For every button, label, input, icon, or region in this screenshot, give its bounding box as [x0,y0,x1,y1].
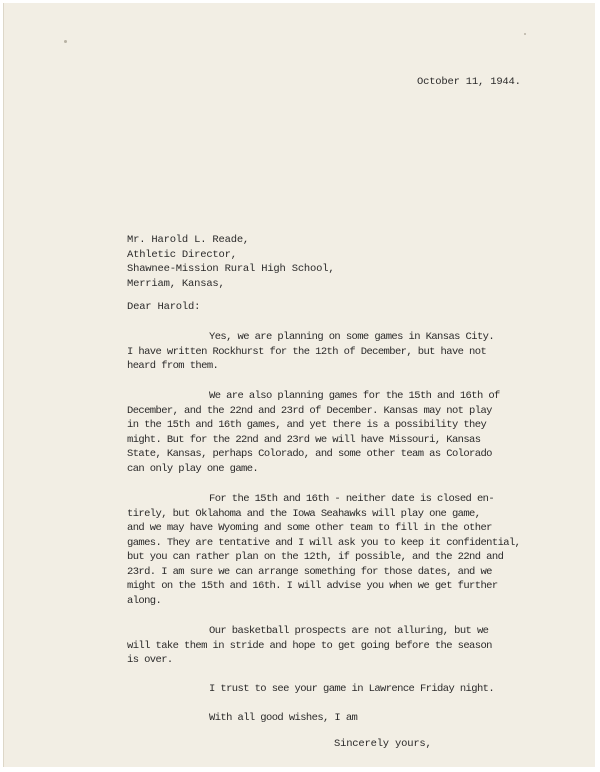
paper-speck [524,33,526,35]
paragraph-3-line-2: tirely, but Oklahoma and the Iowa Seahawks will play one game, [127,508,481,520]
paragraph-3-line-1: For the 15th and 16th - neither date is closed en- [209,493,495,505]
letter-page [3,3,595,767]
recipient-city: Merriam, Kansas, [127,278,225,290]
paragraph-2-line-6: can only play one game. [127,463,259,475]
recipient-school: Shawnee-Mission Rural High School, [127,263,335,275]
paragraph-3-line-5: but you can rather plan on the 12th, if possible, and the 22nd and [127,551,504,563]
recipient-name: Mr. Harold L. Reade, [127,234,250,246]
paragraph-1-line-2: I have written Rockhurst for the 12th of December, but have not [127,346,487,358]
paragraph-4-line-2: will take them in stride and hope to get going before the season [127,640,492,652]
recipient-title: Athletic Director, [127,249,237,261]
paragraph-3-line-4: games. They are tentative and I will ask you to keep it confidential, [127,537,521,549]
paragraph-2-line-1: We are also planning games for the 15th and 16th of [209,390,500,402]
paragraph-1-line-1: Yes, we are planning on some games in Kansas City. [209,331,495,343]
paragraph-2-line-2: December, and the 22nd and 23rd of December. Kansas may not play [127,405,492,417]
paragraph-2-line-3: in the 15th and 16th games, and yet there is a possibility they [127,419,487,431]
paragraph-3-line-8: along. [127,595,162,607]
closing: Sincerely yours, [334,738,432,750]
paragraph-5: I trust to see your game in Lawrence Friday night. [209,683,495,695]
paragraph-2-line-5: State, Kansas, perhaps Colorado, and some other team as Colorado [127,448,492,460]
paper-speck [64,40,67,43]
paragraph-4-line-1: Our basketball prospects are not alluring, but we [209,625,489,637]
paragraph-6: With all good wishes, I am [209,712,358,724]
paragraph-4-line-3: is over. [127,654,173,666]
paragraph-2-line-4: might. But for the 22nd and 23rd we will have Missouri, Kansas [127,434,481,446]
paragraph-1-line-3: heard from them. [127,360,219,372]
paragraph-3-line-7: might on the 15th and 16th. I will advise you when we get further [127,580,498,592]
paragraph-3-line-6: 23rd. I am sure we can arrange something for those dates, and we [127,566,492,578]
letter-date: October 11, 1944. [417,76,521,88]
salutation: Dear Harold: [127,301,201,313]
paragraph-3-line-3: and we may have Wyoming and some other team to fill in the other [127,522,492,534]
